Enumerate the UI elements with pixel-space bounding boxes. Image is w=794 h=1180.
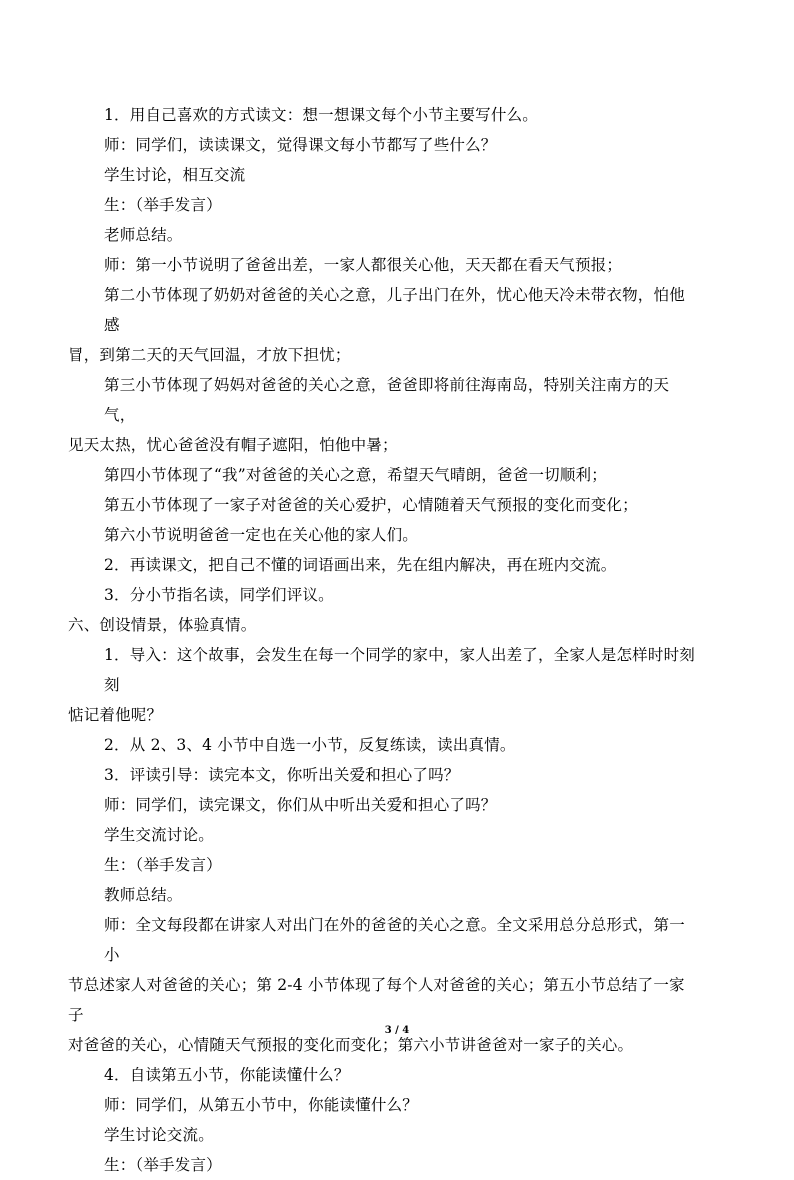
paragraph-line: 第二小节体现了奶奶对爸爸的关心之意，儿子出门在外，忧心他天冷未带衣物，怕他感 (104, 286, 685, 334)
paragraph-line: 师：全文每段都在讲家人对出门在外的爸爸的关心之意。全文采用总分总形式，第一小 (104, 916, 685, 964)
page-number: 3 / 4 (384, 1025, 410, 1036)
paragraph-line: 3．评读引导：读完本文，你听出关爱和担心了吗？ (104, 766, 460, 784)
paragraph-line: 4．自读第五小节，你能读懂什么？ (104, 1066, 350, 1084)
paragraph-line: 1．导入：这个故事，会发生在每一个同学的家中，家人出差了，全家人是怎样时时刻刻 (104, 646, 695, 694)
paragraph-line: 师：同学们，读完课文，你们从中听出关爱和担心了吗？ (104, 796, 497, 814)
paragraph-line: 生：（举手发言） (104, 856, 222, 874)
paragraph-line: 1．用自己喜欢的方式读文：想一想课文每个小节主要写什么。 (104, 106, 538, 124)
paragraph-line: 2．再读课文，把自己不懂的词语画出来，先在组内解决，再在班内交流。 (104, 556, 617, 574)
paragraph-line: 第五小节体现了一家子对爸爸的关心爱护，心情随着天气预报的变化而变化； (104, 496, 638, 514)
section-heading: 六、创设情景，体验真情。 (68, 616, 257, 634)
paragraph-line: 老师总结。 (104, 226, 183, 244)
paragraph-line: 学生讨论交流。 (104, 1126, 214, 1144)
paragraph-line: 教师总结。 (104, 886, 183, 904)
paragraph-line: 第三小节体现了妈妈对爸爸的关心之意，爸爸即将前往海南岛，特别关注南方的天气， (104, 376, 670, 424)
paragraph-line: 第六小节说明爸爸一定也在关心他的家人们。 (104, 526, 419, 544)
paragraph-line: 2．从 2、3、4 小节中自选一小节，反复练读，读出真情。 (104, 736, 516, 754)
paragraph-line-continued: 见天太热，忧心爸爸没有帽子遮阳，怕他中暑； (68, 436, 398, 454)
paragraph-line: 师：同学们，从第五小节中，你能读懂什么？ (104, 1096, 419, 1114)
paragraph-line-continued: 节总述家人对爸爸的关心；第 2-4 小节体现了每个人对爸爸的关心；第五小节总结了一家子 (68, 976, 685, 1024)
paragraph-line: 师：同学们，读读课文，觉得课文每小节都写了些什么？ (104, 136, 497, 154)
paragraph-line: 3．分小节指名读，同学们评议。 (104, 586, 334, 604)
paragraph-line-continued: 惦记着他呢？ (68, 706, 163, 724)
paragraph-line: 学生讨论，相互交流 (104, 166, 246, 184)
document-body (68, 100, 699, 1180)
paragraph-line-continued: 冒，到第二天的天气回温，才放下担忧； (68, 346, 351, 364)
paragraph-line: 第四小节体现了“我”对爸爸的关心之意，希望天气晴朗，爸爸一切顺利； (104, 466, 607, 484)
paragraph-line: 生：（举手发言） (104, 196, 222, 214)
paragraph-line-continued: 对爸爸的关心，心情随天气预报的变化而变化；第六小节讲爸爸对一家子的关心。 (68, 1036, 634, 1054)
paragraph-line: 师：第一小节说明了爸爸出差，一家人都很关心他，天天都在看天气预报； (104, 256, 623, 274)
paragraph-line: 生：（举手发言） (104, 1156, 222, 1174)
paragraph-line: 学生交流讨论。 (104, 826, 214, 844)
